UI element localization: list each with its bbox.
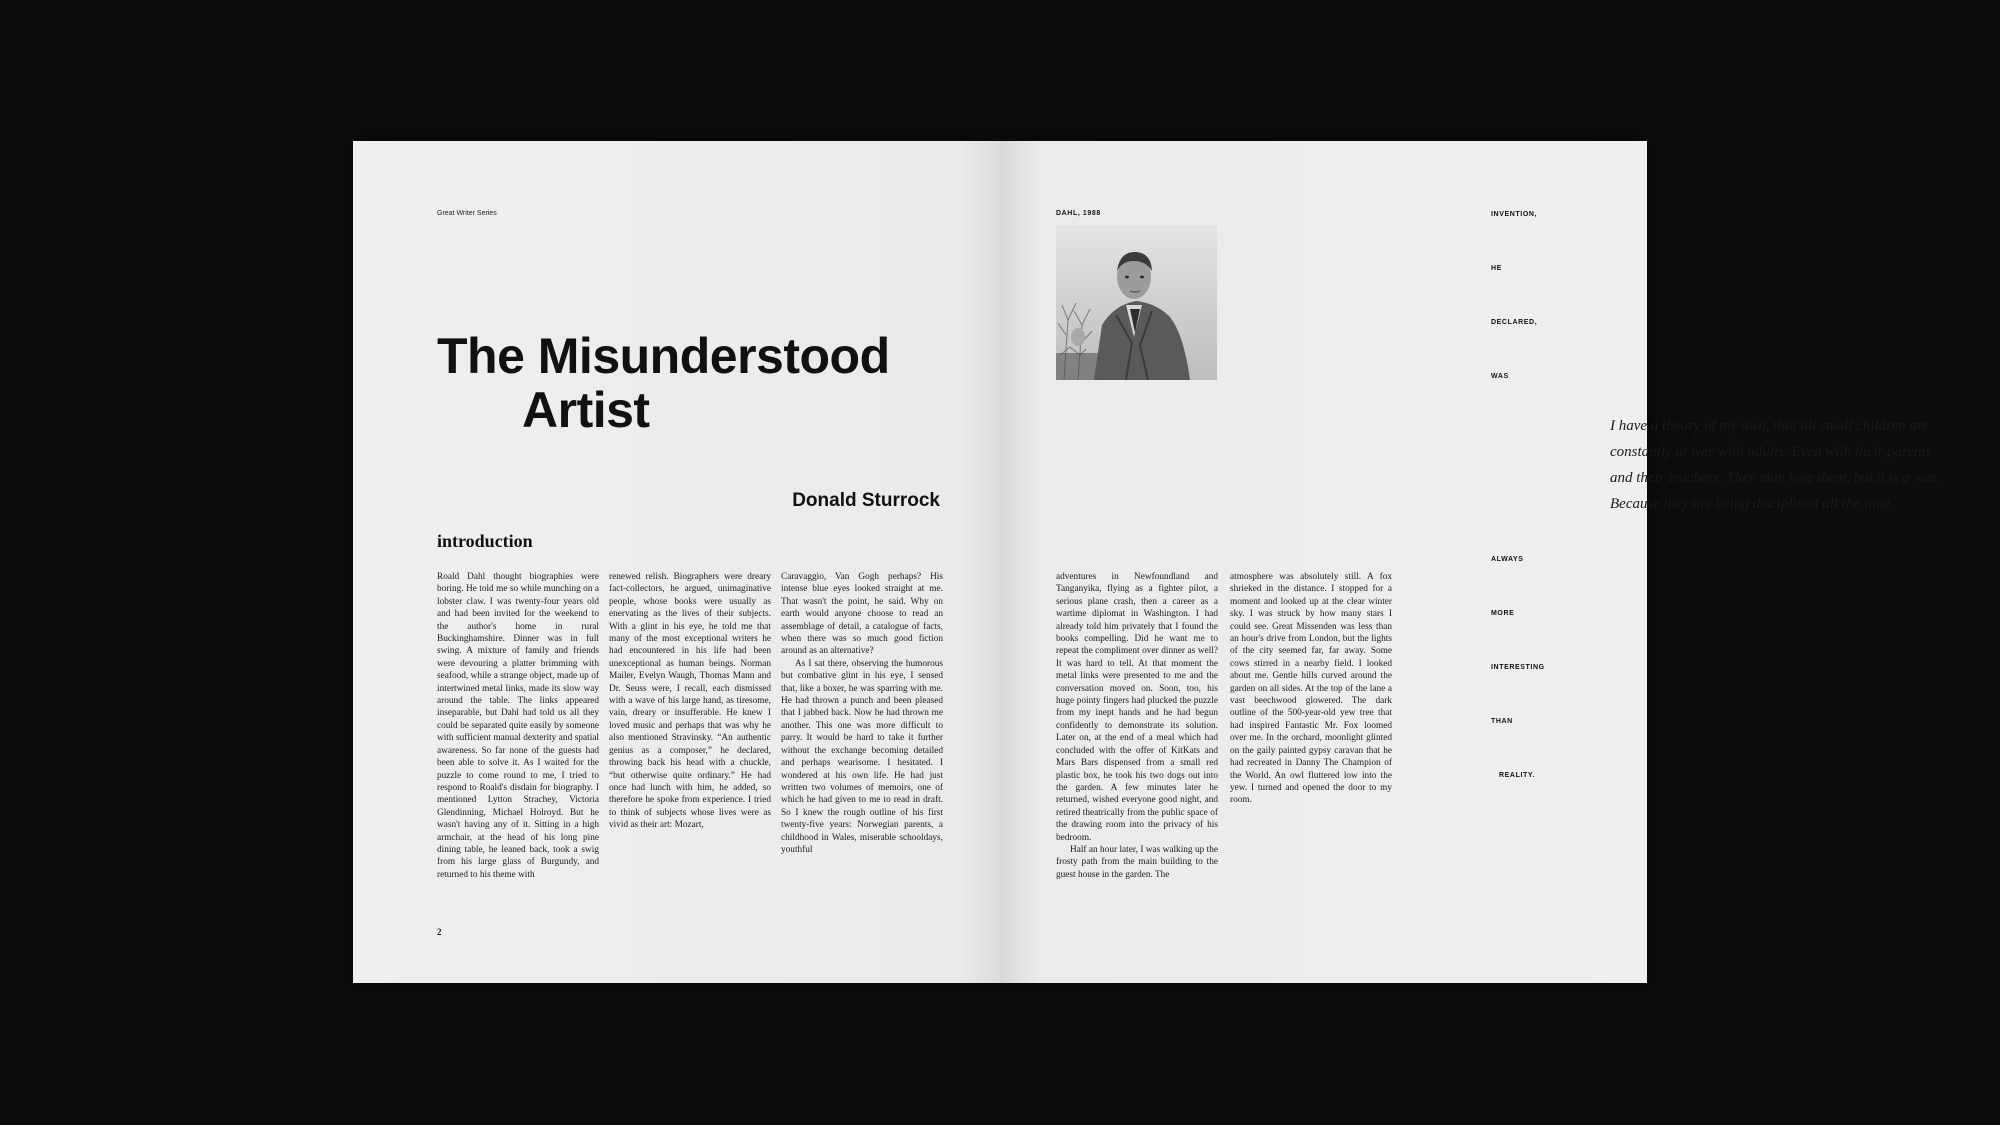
title-line-1: The Misunderstood [437,328,890,384]
paragraph: Half an hour later, I was walking up the frosty path from the main building to the guest house in the garden. The [1056,844,1218,880]
vertical-word: ALWAYS [1491,556,1524,563]
vertical-word: MORE [1491,610,1515,617]
magazine-spread [353,141,1940,983]
vertical-word: INTERESTING [1491,664,1545,671]
vertical-word: WAS [1491,373,1509,380]
vertical-word: THAN [1491,718,1513,725]
body-column-5 [1230,571,1392,807]
section-heading: introduction [437,531,533,551]
body-column-1 [437,571,599,881]
left-page [353,141,1000,983]
right-page [1000,141,1940,983]
body-column-2 [609,571,771,832]
title-line-2: Artist [522,382,650,438]
pull-quote: I have a theory of my own, that all small children are constantly at war with adults. Even with their parents and their teachers. They may love them, but it is a war. Because they are being disciplined all the time. [1610,418,1940,512]
photo-caption: DAHL, 1988 [1056,210,1101,217]
body-column-4 [1056,571,1218,881]
author-photo [1056,225,1217,380]
page-number: 2 [437,927,442,937]
article-title [437,329,890,437]
paragraph: adventures in Newfoundland and Tanganyika, flying as a fighter pilot, a serious plane crash, then a career as a wartime diplomat in Washington. I had already told him privately that I found the books compelling. Did he want me to repeat the compliment over dinner as well? It was hard to tell. At that moment the metal links were presented to me and the conversation moved on. Soon, too, his huge pointy fingers had plucked the puzzle from my inept hands and he had begun confidently to demonstrate its solution. Later on, at the end of a meal which had concluded with the offer of KitKats and Mars Bars dispensed from a small red plastic box, he took his two dogs out into the garden. A few minutes later he returned, wished everyone good night, and retired theatrically from the public space of the drawing room into the privacy of his bedroom. [1056,572,1218,843]
paragraph: Caravaggio, Van Gogh perhaps? His intense blue eyes looked straight at me. That wasn't the point, he said. Why on earth would anyone choose to read an assemblage of detail, a catalogue of facts, when there was so much good fiction around as an alternative? [781,572,943,657]
paragraph: Roald Dahl thought biographies were boring. He told me so while munching on a lobster claw. I was twenty-four years old and had been invited for the weekend to the author's home in rural Buckinghamshire. Dinner was in full swing. A mixture of family and friends were devouring a platter brimming with seafood, while a strange object, made up of intertwined metal links, made its slow way around the table. The links appeared inseparable, but Dahl had told us all they could be separated quite easily by someone with sufficient manual dexterity and spatial awareness. So far none of the guests had been able to solve it. As I waited for the puzzle to come round to me, I tried to respond to Roald's disdain for biography. I mentioned Lytton Strachey, Victoria Glendinning, Michael Holroyd. But he wasn't having any of it. Sitting in a high armchair, at the head of his long pine dining table, he leaned back, took a swig from his large glass of Burgundy, and returned to his theme with [437,572,599,880]
vertical-word: DECLARED, [1491,319,1538,326]
paragraph: atmosphere was absolutely still. A fox shrieked in the distance. I stopped for a moment and looked up at the clear winter sky. I was struck by how many stars I could see. Great Missenden was less than an hour's drive from London, but the lights of the city seemed far, far away. Some cows stirred in a nearby field. I looked about me. Gentle hills curved around the garden on all sides. At the top of the lane a vast beechwood glowered. The dark outline of the 500-year-old yew tree that had inspired Fantastic Mr. Fox loomed over me. In the orchard, moonlight glinted on the gaily painted gypsy caravan that he had recreated in Danny The Champion of the World. An owl fluttered low into the yew. I turned and opened the door to my room. [1230,572,1392,806]
vertical-word: HE [1491,265,1502,272]
vertical-word: REALITY. [1499,772,1535,779]
paragraph: As I sat there, observing the humorous but combative glint in his eye, I sensed that, like a boxer, he was sparring with me. He had thrown a punch and been pleased that I jabbed back. Now he had thrown me another. This one was more difficult to parry. It would be hard to take it further without the exchange becoming detailed and perhaps wearisome. I hesitated. I wondered at his own life. He had just written two volumes of memoirs, one of which he had given to me to read in draft. So I knew the rough outline of his first twenty-five years: Norwegian parents, a childhood in Wales, miserable schooldays, youthful [781,658,943,855]
author-name: Donald Sturrock [792,490,940,511]
body-column-3 [781,571,943,856]
vertical-word: INVENTION, [1491,211,1538,218]
series-label: Great Writer Series [437,210,497,217]
paragraph: renewed relish. Biographers were dreary fact-collectors, he argued, unimaginative people, whose books were usually as enervating as the lives of their subjects. With a glint in his eye, he told me that many of the most exceptional writers he had encountered in his life had been unexceptional as human beings. Norman Mailer, Evelyn Waugh, Thomas Mann and Dr. Seuss were, I recall, each dismissed with a wave of his large hand, as tiresome, vain, dreary or insufferable. He knew I loved music and perhaps that was why he also mentioned Stravinsky. “An authentic genius as a composer,” he declared, throwing back his head with a chuckle, “but otherwise quite ordinary.” He had once had lunch with him, he added, so therefore he spoke from experience. I tried to think of subjects whose lives were as vivid as their art: Mozart, [609,572,771,831]
